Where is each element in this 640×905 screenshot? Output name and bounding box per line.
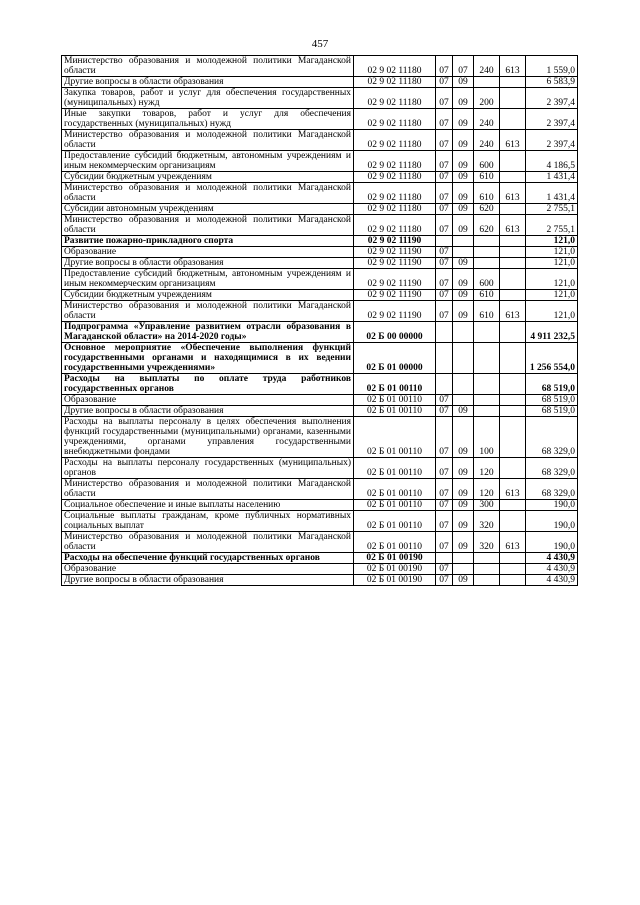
expense-type-cell: 620 [474, 204, 500, 215]
administrator-code-cell [500, 258, 526, 269]
expense-type-cell: 120 [474, 458, 500, 479]
expense-type-cell: 240 [474, 109, 500, 130]
subsection-code-cell: 09 [453, 109, 474, 130]
expense-name-cell: Субсидии автономным учреждениям [62, 204, 354, 215]
target-code-cell: 02 Б 01 00110 [354, 395, 436, 406]
section-code-cell: 07 [436, 56, 453, 77]
administrator-code-cell [500, 77, 526, 88]
section-code-cell: 07 [436, 500, 453, 511]
administrator-code-cell [500, 575, 526, 586]
amount-cell: 121,0 [526, 258, 578, 269]
section-code-cell: 07 [436, 151, 453, 172]
target-code-cell: 02 Б 01 00110 [354, 479, 436, 500]
table-row [62, 553, 578, 564]
expense-name-cell: Образование [62, 247, 354, 258]
amount-cell: 2 397,4 [526, 88, 578, 109]
subsection-code-cell [453, 247, 474, 258]
amount-cell: 4 430,9 [526, 564, 578, 575]
amount-cell: 1 256 554,0 [526, 343, 578, 374]
administrator-code-cell: 613 [500, 56, 526, 77]
amount-cell: 6 583,9 [526, 77, 578, 88]
subsection-code-cell: 09 [453, 417, 474, 458]
expense-type-cell: 200 [474, 88, 500, 109]
administrator-code-cell: 613 [500, 215, 526, 236]
target-code-cell: 02 9 02 11180 [354, 215, 436, 236]
target-code-cell: 02 9 02 11180 [354, 77, 436, 88]
amount-cell: 1 431,4 [526, 172, 578, 183]
expense-type-cell: 610 [474, 290, 500, 301]
target-code-cell: 02 Б 01 00110 [354, 532, 436, 553]
expense-type-cell: 100 [474, 417, 500, 458]
target-code-cell: 02 Б 01 00110 [354, 458, 436, 479]
target-code-cell: 02 Б 01 00000 [354, 343, 436, 374]
administrator-code-cell: 613 [500, 532, 526, 553]
amount-cell: 121,0 [526, 290, 578, 301]
expense-name-cell: Подпрограмма «Управление развитием отрасли образования в Магаданской области» на 2014-2020 годы» [62, 322, 354, 343]
expense-type-cell [474, 406, 500, 417]
table-row [62, 56, 578, 77]
table-row [62, 88, 578, 109]
section-code-cell: 07 [436, 130, 453, 151]
section-code-cell: 07 [436, 564, 453, 575]
administrator-code-cell [500, 343, 526, 374]
subsection-code-cell [453, 553, 474, 564]
section-code-cell: 07 [436, 247, 453, 258]
amount-cell: 68 329,0 [526, 417, 578, 458]
target-code-cell: 02 9 02 11180 [354, 109, 436, 130]
expense-name-cell: Субсидии бюджетным учреждениям [62, 290, 354, 301]
section-code-cell [436, 322, 453, 343]
table-row [62, 511, 578, 532]
expense-name-cell: Образование [62, 395, 354, 406]
amount-cell: 2 397,4 [526, 109, 578, 130]
budget-table [61, 55, 578, 586]
subsection-code-cell [453, 236, 474, 247]
target-code-cell: 02 9 02 11180 [354, 204, 436, 215]
table-row [62, 301, 578, 322]
expense-type-cell: 610 [474, 183, 500, 204]
section-code-cell [436, 343, 453, 374]
subsection-code-cell: 09 [453, 301, 474, 322]
amount-cell: 1 431,4 [526, 183, 578, 204]
subsection-code-cell: 09 [453, 511, 474, 532]
target-code-cell: 02 Б 01 00190 [354, 553, 436, 564]
administrator-code-cell [500, 417, 526, 458]
subsection-code-cell [453, 395, 474, 406]
expense-name-cell: Расходы на выплаты персоналу в целях обеспечения выполнения функций государственными (муниципальными) органами, казенными учреждениями, органами управления государственными внебюджетными фондами [62, 417, 354, 458]
section-code-cell: 07 [436, 417, 453, 458]
expense-name-cell: Образование [62, 564, 354, 575]
target-code-cell: 02 Б 00 00000 [354, 322, 436, 343]
expense-type-cell [474, 258, 500, 269]
target-code-cell: 02 9 02 11190 [354, 301, 436, 322]
subsection-code-cell: 09 [453, 500, 474, 511]
amount-cell: 190,0 [526, 511, 578, 532]
amount-cell: 4 911 232,5 [526, 322, 578, 343]
administrator-code-cell [500, 374, 526, 395]
target-code-cell: 02 Б 01 00190 [354, 575, 436, 586]
expense-type-cell [474, 575, 500, 586]
expense-type-cell [474, 564, 500, 575]
section-code-cell: 07 [436, 258, 453, 269]
page-number: 457 [311, 38, 329, 50]
expense-name-cell: Другие вопросы в области образования [62, 575, 354, 586]
administrator-code-cell: 613 [500, 479, 526, 500]
administrator-code-cell [500, 172, 526, 183]
expense-type-cell: 120 [474, 479, 500, 500]
subsection-code-cell: 09 [453, 172, 474, 183]
section-code-cell: 07 [436, 172, 453, 183]
amount-cell: 4 430,9 [526, 553, 578, 564]
table-row [62, 258, 578, 269]
subsection-code-cell: 09 [453, 290, 474, 301]
target-code-cell: 02 9 02 11180 [354, 151, 436, 172]
expense-type-cell: 320 [474, 511, 500, 532]
table-row [62, 343, 578, 374]
administrator-code-cell: 613 [500, 183, 526, 204]
table-row [62, 500, 578, 511]
table-row [62, 479, 578, 500]
expense-type-cell [474, 322, 500, 343]
target-code-cell: 02 9 02 11180 [354, 183, 436, 204]
subsection-code-cell: 09 [453, 269, 474, 290]
table-row [62, 564, 578, 575]
section-code-cell: 07 [436, 575, 453, 586]
target-code-cell: 02 Б 01 00190 [354, 564, 436, 575]
expense-name-cell: Социальное обеспечение и иные выплаты населению [62, 500, 354, 511]
section-code-cell: 07 [436, 215, 453, 236]
section-code-cell: 07 [436, 406, 453, 417]
subsection-code-cell: 09 [453, 130, 474, 151]
administrator-code-cell [500, 236, 526, 247]
table-row [62, 172, 578, 183]
section-code-cell: 07 [436, 532, 453, 553]
expense-type-cell [474, 247, 500, 258]
subsection-code-cell [453, 564, 474, 575]
subsection-code-cell: 09 [453, 88, 474, 109]
administrator-code-cell [500, 406, 526, 417]
expense-type-cell: 240 [474, 56, 500, 77]
target-code-cell: 02 9 02 11180 [354, 130, 436, 151]
section-code-cell: 07 [436, 269, 453, 290]
amount-cell: 4 430,9 [526, 575, 578, 586]
expense-type-cell: 600 [474, 151, 500, 172]
expense-name-cell: Министерство образования и молодежной политики Магаданской области [62, 215, 354, 236]
section-code-cell: 07 [436, 77, 453, 88]
amount-cell: 190,0 [526, 532, 578, 553]
section-code-cell [436, 236, 453, 247]
subsection-code-cell: 09 [453, 204, 474, 215]
table-row [62, 236, 578, 247]
section-code-cell: 07 [436, 290, 453, 301]
table-row [62, 77, 578, 88]
table-row [62, 532, 578, 553]
administrator-code-cell [500, 322, 526, 343]
administrator-code-cell [500, 553, 526, 564]
amount-cell: 121,0 [526, 236, 578, 247]
administrator-code-cell [500, 564, 526, 575]
target-code-cell: 02 9 02 11180 [354, 88, 436, 109]
table-row [62, 575, 578, 586]
target-code-cell: 02 9 02 11190 [354, 236, 436, 247]
expense-name-cell: Расходы на выплаты по оплате труда работников государственных органов [62, 374, 354, 395]
administrator-code-cell [500, 109, 526, 130]
table-row [62, 417, 578, 458]
subsection-code-cell: 09 [453, 151, 474, 172]
administrator-code-cell [500, 290, 526, 301]
amount-cell: 2 755,1 [526, 215, 578, 236]
expense-type-cell [474, 395, 500, 406]
expense-name-cell: Иные закупки товаров, работ и услуг для обеспечения государственных (муниципальных) нужд [62, 109, 354, 130]
subsection-code-cell: 09 [453, 406, 474, 417]
amount-cell: 68 519,0 [526, 395, 578, 406]
administrator-code-cell [500, 204, 526, 215]
amount-cell: 4 186,5 [526, 151, 578, 172]
expense-name-cell: Министерство образования и молодежной политики Магаданской области [62, 479, 354, 500]
table-row [62, 458, 578, 479]
expense-type-cell: 610 [474, 172, 500, 183]
section-code-cell: 07 [436, 88, 453, 109]
section-code-cell [436, 374, 453, 395]
section-code-cell: 07 [436, 204, 453, 215]
administrator-code-cell [500, 511, 526, 532]
target-code-cell: 02 9 02 11190 [354, 247, 436, 258]
expense-type-cell: 600 [474, 269, 500, 290]
subsection-code-cell: 09 [453, 532, 474, 553]
table-row [62, 183, 578, 204]
administrator-code-cell [500, 458, 526, 479]
amount-cell: 190,0 [526, 500, 578, 511]
expense-name-cell: Министерство образования и молодежной политики Магаданской области [62, 130, 354, 151]
expense-name-cell: Основное мероприятие «Обеспечение выполнения функций государственными органами и находящимися в их ведении государственными учреждениями» [62, 343, 354, 374]
administrator-code-cell: 613 [500, 301, 526, 322]
target-code-cell: 02 Б 01 00110 [354, 374, 436, 395]
expense-name-cell: Социальные выплаты гражданам, кроме публичных нормативных социальных выплат [62, 511, 354, 532]
subsection-code-cell [453, 343, 474, 374]
subsection-code-cell: 09 [453, 575, 474, 586]
section-code-cell: 07 [436, 479, 453, 500]
subsection-code-cell [453, 322, 474, 343]
section-code-cell: 07 [436, 301, 453, 322]
section-code-cell: 07 [436, 109, 453, 130]
table-row [62, 130, 578, 151]
administrator-code-cell [500, 247, 526, 258]
section-code-cell: 07 [436, 395, 453, 406]
expense-name-cell: Предоставление субсидий бюджетным, автономным учреждениям и иным некоммерческим организациям [62, 269, 354, 290]
expense-name-cell: Развитие пожарно-прикладного спорта [62, 236, 354, 247]
expense-type-cell [474, 343, 500, 374]
section-code-cell: 07 [436, 183, 453, 204]
administrator-code-cell: 613 [500, 130, 526, 151]
table-row [62, 215, 578, 236]
amount-cell: 2 397,4 [526, 130, 578, 151]
expense-type-cell: 240 [474, 130, 500, 151]
subsection-code-cell: 09 [453, 215, 474, 236]
administrator-code-cell [500, 151, 526, 172]
expense-type-cell [474, 553, 500, 564]
amount-cell: 121,0 [526, 269, 578, 290]
administrator-code-cell [500, 395, 526, 406]
expense-type-cell: 320 [474, 532, 500, 553]
table-row [62, 322, 578, 343]
table-row [62, 204, 578, 215]
amount-cell: 68 329,0 [526, 479, 578, 500]
amount-cell: 1 559,0 [526, 56, 578, 77]
subsection-code-cell: 09 [453, 77, 474, 88]
expense-name-cell: Закупка товаров, работ и услуг для обеспечения государственных (муниципальных) нужд [62, 88, 354, 109]
section-code-cell: 07 [436, 458, 453, 479]
amount-cell: 121,0 [526, 301, 578, 322]
expense-name-cell: Субсидии бюджетным учреждениям [62, 172, 354, 183]
administrator-code-cell [500, 88, 526, 109]
expense-type-cell: 300 [474, 500, 500, 511]
expense-name-cell: Министерство образования и молодежной политики Магаданской области [62, 56, 354, 77]
subsection-code-cell [453, 374, 474, 395]
amount-cell: 68 329,0 [526, 458, 578, 479]
target-code-cell: 02 9 02 11190 [354, 290, 436, 301]
table-row [62, 290, 578, 301]
target-code-cell: 02 Б 01 00110 [354, 511, 436, 532]
table-row [62, 247, 578, 258]
expense-name-cell: Другие вопросы в области образования [62, 258, 354, 269]
expense-type-cell [474, 374, 500, 395]
amount-cell: 121,0 [526, 247, 578, 258]
target-code-cell: 02 Б 01 00110 [354, 500, 436, 511]
target-code-cell: 02 9 02 11190 [354, 258, 436, 269]
expense-name-cell: Министерство образования и молодежной политики Магаданской области [62, 183, 354, 204]
amount-cell: 68 519,0 [526, 406, 578, 417]
target-code-cell: 02 9 02 11190 [354, 269, 436, 290]
expense-name-cell: Другие вопросы в области образования [62, 406, 354, 417]
subsection-code-cell: 09 [453, 258, 474, 269]
target-code-cell: 02 9 02 11180 [354, 172, 436, 183]
expense-type-cell [474, 77, 500, 88]
expense-type-cell: 610 [474, 301, 500, 322]
expense-name-cell: Расходы на выплаты персоналу государственных (муниципальных) органов [62, 458, 354, 479]
expense-name-cell: Расходы на обеспечение функций государственных органов [62, 553, 354, 564]
target-code-cell: 02 9 02 11180 [354, 56, 436, 77]
table-row [62, 151, 578, 172]
section-code-cell [436, 553, 453, 564]
expense-name-cell: Министерство образования и молодежной политики Магаданской области [62, 301, 354, 322]
subsection-code-cell: 09 [453, 183, 474, 204]
amount-cell: 2 755,1 [526, 204, 578, 215]
target-code-cell: 02 Б 01 00110 [354, 417, 436, 458]
table-row [62, 374, 578, 395]
table-row [62, 395, 578, 406]
table-row [62, 406, 578, 417]
subsection-code-cell: 09 [453, 458, 474, 479]
amount-cell: 68 519,0 [526, 374, 578, 395]
table-body [62, 56, 578, 586]
administrator-code-cell [500, 500, 526, 511]
target-code-cell: 02 Б 01 00110 [354, 406, 436, 417]
section-code-cell: 07 [436, 511, 453, 532]
expense-name-cell: Предоставление субсидий бюджетным, автономным учреждениям и иным некоммерческим организациям [62, 151, 354, 172]
table-row [62, 109, 578, 130]
table-row [62, 269, 578, 290]
expense-type-cell [474, 236, 500, 247]
administrator-code-cell [500, 269, 526, 290]
expense-name-cell: Министерство образования и молодежной политики Магаданской области [62, 532, 354, 553]
subsection-code-cell: 09 [453, 479, 474, 500]
subsection-code-cell: 07 [453, 56, 474, 77]
expense-type-cell: 620 [474, 215, 500, 236]
expense-name-cell: Другие вопросы в области образования [62, 77, 354, 88]
